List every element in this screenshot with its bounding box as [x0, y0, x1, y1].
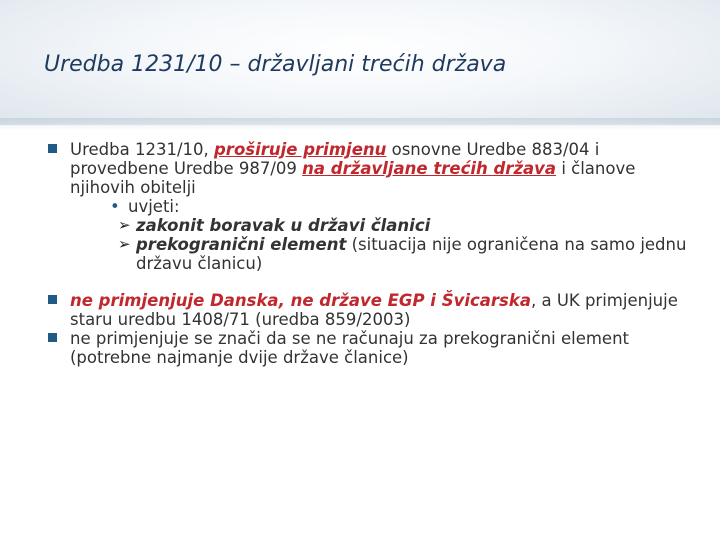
bullet-item-non-application	[48, 291, 688, 329]
conditions-label: uvjeti:	[128, 197, 180, 216]
text-uk-old-regulation: , a UK primjenjuje staru uredbu 1408/71 (uredba 859/2003)	[70, 291, 678, 329]
bullet-item-meaning	[48, 329, 688, 367]
condition-legal-residence-text: zakonit boravak u državi članici	[136, 216, 431, 235]
arrowhead-bullet-icon: ➢	[118, 235, 131, 253]
text-meaning: ne primjenjuje se znači da se ne računaju za prekogranični element (potrebne najmanje dvije države članice)	[70, 329, 629, 367]
slide-body	[48, 140, 688, 367]
text-extends-application: proširuje primjenu	[214, 140, 387, 159]
text-regulation: Uredba 1231/10,	[70, 140, 214, 159]
sub-bullet-conditions	[48, 197, 688, 216]
spacer	[48, 273, 688, 291]
bullet-item-regulation-scope	[48, 140, 688, 197]
text-family-members: i članove njihovih obitelji	[70, 159, 636, 197]
square-bullet-icon	[48, 295, 57, 304]
dot-bullet-icon: •	[110, 197, 120, 216]
condition-legal-residence	[48, 216, 688, 235]
text-excluded-states: ne primjenjuje Danska, ne države EGP i Švicarska	[70, 291, 531, 310]
title-divider	[0, 118, 720, 130]
condition-cross-border	[48, 235, 688, 273]
condition-cross-border-term: prekogranični element	[136, 235, 347, 254]
arrowhead-bullet-icon: ➢	[118, 216, 131, 234]
square-bullet-icon	[48, 144, 57, 153]
text-third-country-nationals: na državljane trećih država	[302, 159, 557, 178]
text-base-regulations: osnovne Uredbe 883/04 i provedbene Uredbe 987/09	[70, 140, 600, 178]
slide-title: Uredba 1231/10 – državljani trećih država	[44, 52, 507, 77]
square-bullet-icon	[48, 333, 57, 342]
condition-cross-border-note: (situacija nije ograničena na samo jednu državu članicu)	[136, 235, 687, 273]
